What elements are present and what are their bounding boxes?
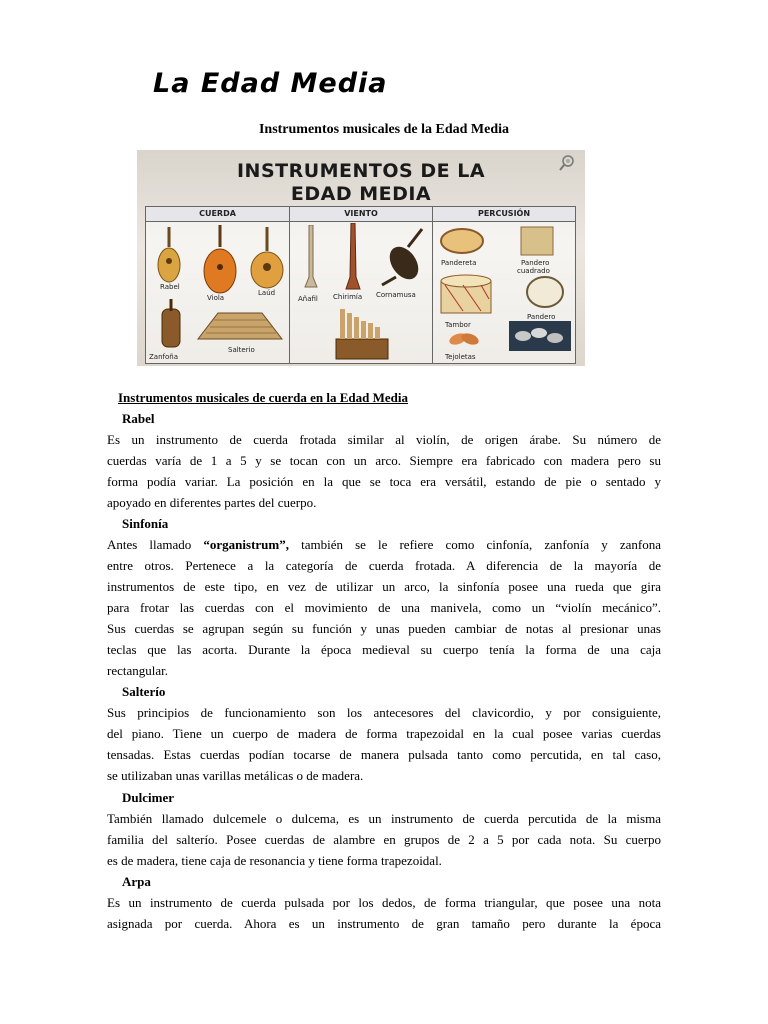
text-line: para frotar las cuerdas con el movimiento de una manivela, como un “violín mecánico”. xyxy=(107,600,661,615)
pandero-cuadrado-image xyxy=(519,225,555,257)
text-line: familia del salterío. Posee cuerdas de alambre en grupos de 2 a 5 por cada nota. Su cuerpo xyxy=(107,832,661,847)
heading-rabel: Rabel xyxy=(122,411,155,426)
text-run: Antes llamado xyxy=(107,537,204,552)
column-header-viento: VIENTO xyxy=(290,207,432,222)
label-pandero: Pandero xyxy=(527,313,556,321)
magnifier-icon xyxy=(558,154,576,172)
figure-title xyxy=(137,160,585,206)
label-pandero-cuadrado-2: cuadrado xyxy=(517,267,550,275)
organ-image xyxy=(334,303,390,361)
text-line: es de madera, tiene caja de resonancia y tiene forma trapezoidal. xyxy=(107,853,442,868)
heading-arpa: Arpa xyxy=(122,874,151,889)
column-viento xyxy=(289,207,432,363)
bold-term: “organistrum”, xyxy=(203,537,289,552)
text-line: instrumentos de este tipo, en vez de utilizar un arco, la sinfonía posee una rueda que gira xyxy=(107,579,661,594)
heading-sinfonia: Sinfonía xyxy=(122,516,169,531)
anafil-image xyxy=(304,225,318,289)
tambor-image xyxy=(437,273,495,319)
text-line: Es un instrumento de cuerda pulsada por los dedos, de forma triangular, que posee una nota xyxy=(107,895,661,910)
text-line: teclas que las acorta. Durante la época medieval su cuerpo tenía la forma de una caja xyxy=(107,642,661,657)
salterio-image xyxy=(192,309,288,343)
text-line: asignada por cuerda. Ahora es un instrumento de gran tamaño pero durante la época xyxy=(107,916,661,931)
tejoletas-image xyxy=(447,329,481,349)
text-line: forma podía variar. La posición en la que se toca era versátil, estando de pie o sentado y xyxy=(107,474,661,489)
instruments-illustration xyxy=(137,150,585,366)
instrument-table xyxy=(145,206,576,364)
laud-image xyxy=(248,225,286,291)
text-line: se utilizaban unas varillas metálicas o de madera. xyxy=(107,768,364,783)
paragraph-salterio xyxy=(107,702,661,786)
label-anafil: Añafil xyxy=(298,295,318,303)
label-zanfona: Zanfoña xyxy=(149,353,178,361)
pandero-image xyxy=(525,275,565,309)
cornamusa-image xyxy=(376,227,426,287)
text-line: Sus principios de funcionamiento son los antecesores del clavicordio, y por consiguiente, xyxy=(107,705,661,720)
column-percusion xyxy=(432,207,575,363)
paragraph-rabel xyxy=(107,429,661,513)
text-line xyxy=(107,534,661,555)
label-chirimia: Chirimía xyxy=(333,293,363,301)
figure-title-line-1: INSTRUMENTOS DE LA xyxy=(236,160,486,182)
chirimia-image xyxy=(345,223,361,291)
label-pandero-cuadrado-1: Pandero xyxy=(521,259,550,267)
paragraph-dulcimer xyxy=(107,808,661,871)
rabel-image xyxy=(154,225,184,285)
column-header-percusion: PERCUSIÓN xyxy=(433,207,575,222)
document-subtitle: Instrumentos musicales de la Edad Media xyxy=(258,122,510,137)
heading-dulcimer: Dulcimer xyxy=(122,790,174,805)
text-line: Es un instrumento de cuerda frotada similar al violín, de origen árabe. Su número de xyxy=(107,432,661,447)
label-tambor: Tambor xyxy=(445,321,471,329)
heading-salterio: Salterío xyxy=(122,684,166,699)
document-title: La Edad Media xyxy=(153,68,388,99)
text-line: También llamado dulcemele o dulcema, es un instrumento de cuerda percutida de la misma xyxy=(107,811,661,826)
label-rabel: Rabel xyxy=(160,283,180,291)
label-pandereta: Pandereta xyxy=(441,259,477,267)
text-line: apoyado en diferentes partes del cuerpo. xyxy=(107,495,317,510)
text-line: cuerdas varía de 1 a 5 y se tocan con un arco. Siempre era fabricado con madera pero su xyxy=(107,453,661,468)
label-laud: Laúd xyxy=(258,289,276,297)
label-tejoletas: Tejoletas xyxy=(445,353,476,361)
label-cornamusa: Cornamusa xyxy=(376,291,416,299)
label-viola: Viola xyxy=(207,294,225,302)
figure-title-line-2: EDAD MEDIA xyxy=(290,183,432,205)
zanfona-image xyxy=(158,299,184,355)
text-line: rectangular. xyxy=(107,663,168,678)
text-line: entre otros. Pertenece a la categoría de cuerda frotada. A diferencia de la mayoría de xyxy=(107,558,661,573)
label-salterio: Salterio xyxy=(228,346,255,354)
pandereta-image xyxy=(439,227,485,255)
column-cuerda xyxy=(146,207,289,363)
text-line: tensadas. Estas cuerdas podían tocarse de manera pulsada tanto como percutida, en tal caso, xyxy=(107,747,661,762)
paragraph-sinfonia xyxy=(107,534,661,681)
text-run: también se le refiere como cinfonía, zanfonía y zanfona xyxy=(289,537,661,552)
viola-image xyxy=(201,223,239,295)
paragraph-arpa xyxy=(107,892,661,934)
section-heading: Instrumentos musicales de cuerda en la Edad Media xyxy=(118,390,408,405)
text-line: del piano. Tiene un cuerpo de madera de forma trapezoidal en la cual posee varias cuerdas xyxy=(107,726,661,741)
column-header-cuerda: CUERDA xyxy=(146,207,289,222)
text-line: Sus cuerdas se agrupan según su función y unas pueden cambiar de notas al presionar unas xyxy=(107,621,661,636)
cymbals-image xyxy=(509,321,571,351)
